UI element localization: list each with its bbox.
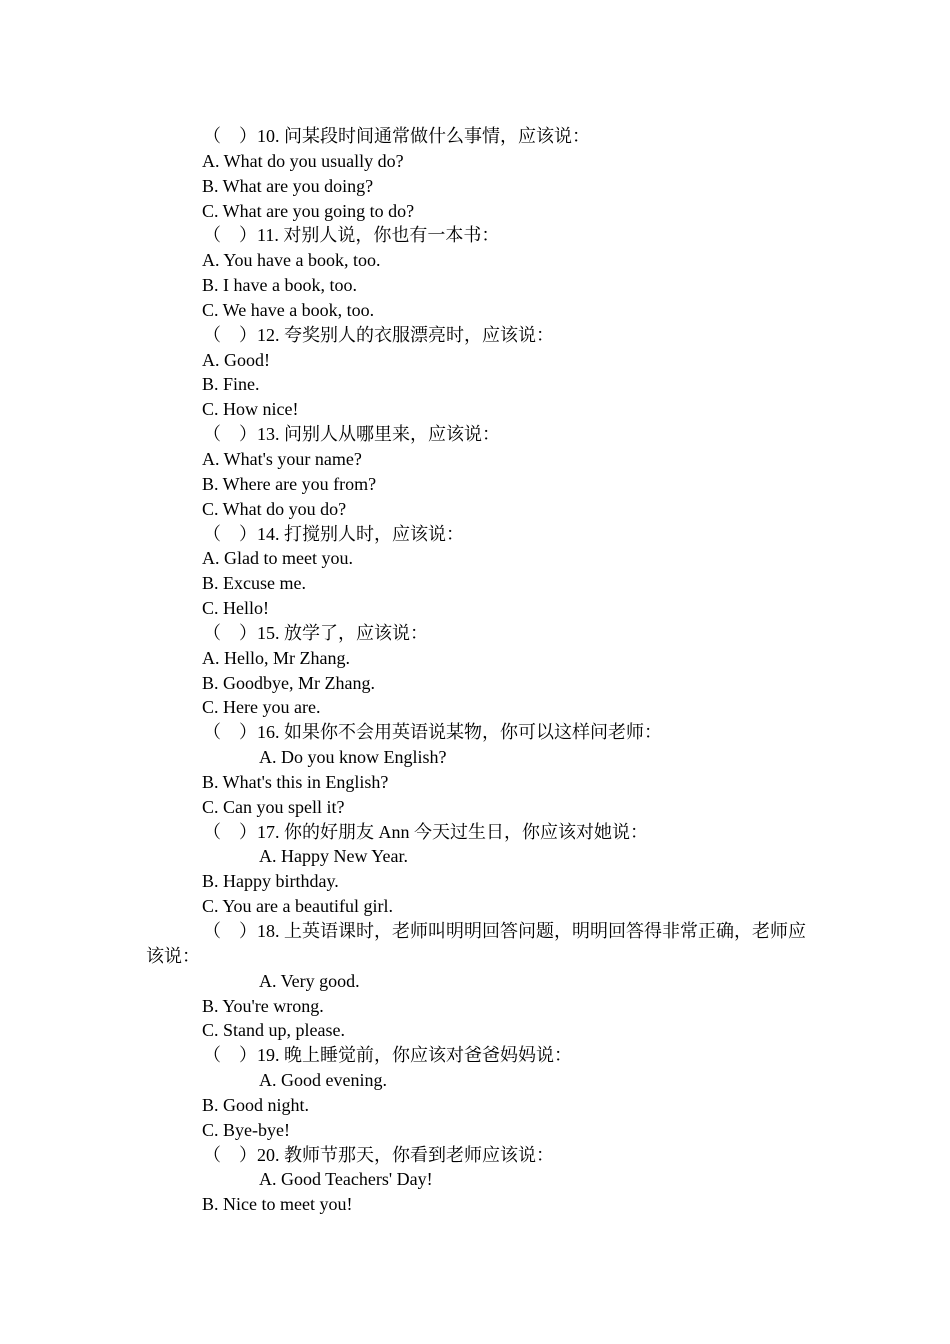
question-19-option-b: B. Good night. bbox=[202, 1094, 310, 1115]
question-16-option-b: B. What's this in English? bbox=[202, 771, 389, 792]
question-20-option-b: B. Nice to meet you! bbox=[202, 1194, 353, 1215]
question-11-prompt: （ ）11. 对别人说，你也有一本书： bbox=[203, 225, 500, 246]
question-15-option-c: C. Here you are. bbox=[202, 697, 321, 718]
question-19-option-c: C. Bye-bye! bbox=[202, 1119, 290, 1140]
question-10-option-b: B. What are you doing? bbox=[202, 175, 374, 196]
question-17-prompt: （ ）17. 你的好朋友 Ann 今天过生日，你应该对她说： bbox=[203, 821, 648, 842]
question-17-option-c: C. You are a beautiful girl. bbox=[202, 896, 393, 917]
question-14-option-b: B. Excuse me. bbox=[202, 573, 306, 594]
question-15-option-a: A. Hello, Mr Zhang. bbox=[202, 647, 350, 668]
question-10-option-a: A. What do you usually do? bbox=[202, 150, 404, 171]
question-13-prompt: （ ）13. 问别人从哪里来，应该说： bbox=[203, 424, 500, 445]
question-12-prompt: （ ）12. 夸奖别人的衣服漂亮时，应该说： bbox=[203, 324, 554, 345]
question-12-option-a: A. Good! bbox=[202, 349, 270, 370]
question-18-option-b: B. You're wrong. bbox=[202, 995, 324, 1016]
question-18-prompt-line2: 该说： bbox=[146, 945, 200, 966]
question-20-prompt: （ ）20. 教师节那天，你看到老师应该说： bbox=[203, 1144, 554, 1165]
question-14-prompt: （ ）14. 打搅别人时，应该说： bbox=[203, 523, 464, 544]
question-10-prompt: （ ）10. 问某段时间通常做什么事情，应该说： bbox=[203, 126, 590, 146]
question-13-option-c: C. What do you do? bbox=[202, 498, 347, 519]
question-12-option-c: C. How nice! bbox=[202, 399, 299, 420]
question-17-option-a: A. Happy New Year. bbox=[259, 846, 408, 867]
question-10-option-c: C. What are you going to do? bbox=[202, 200, 415, 221]
question-11-option-c: C. We have a book, too. bbox=[202, 299, 375, 320]
question-18-option-c: C. Stand up, please. bbox=[202, 1020, 345, 1041]
question-16-option-c: C. Can you spell it? bbox=[202, 796, 345, 817]
question-14-option-c: C. Hello! bbox=[202, 598, 269, 619]
question-18-prompt-line1: （ ）18. 上英语课时，老师叫明明回答问题，明明回答得非常正确，老师应 bbox=[203, 921, 806, 941]
question-17-option-b: B. Happy birthday. bbox=[202, 871, 339, 892]
question-11-option-b: B. I have a book, too. bbox=[202, 275, 357, 296]
worksheet-page bbox=[0, 124, 950, 1217]
question-13-option-b: B. Where are you from? bbox=[202, 473, 377, 494]
question-14-option-a: A. Glad to meet you. bbox=[202, 548, 353, 569]
question-12-option-b: B. Fine. bbox=[202, 374, 260, 395]
question-18-option-a: A. Very good. bbox=[259, 970, 360, 991]
question-13-option-a: A. What's your name? bbox=[202, 448, 362, 469]
question-11-option-a: A. You have a book, too. bbox=[202, 250, 381, 271]
question-20-option-a: A. Good Teachers' Day! bbox=[259, 1169, 433, 1190]
question-15-prompt: （ ）15. 放学了，应该说： bbox=[203, 622, 428, 643]
question-16-option-a: A. Do you know English? bbox=[259, 747, 447, 768]
question-15-option-b: B. Goodbye, Mr Zhang. bbox=[202, 672, 375, 693]
question-19-option-a: A. Good evening. bbox=[259, 1070, 387, 1091]
question-19-prompt: （ ）19. 晚上睡觉前，你应该对爸爸妈妈说： bbox=[203, 1045, 572, 1066]
question-16-prompt: （ ）16. 如果你不会用英语说某物，你可以这样问老师： bbox=[203, 722, 662, 743]
